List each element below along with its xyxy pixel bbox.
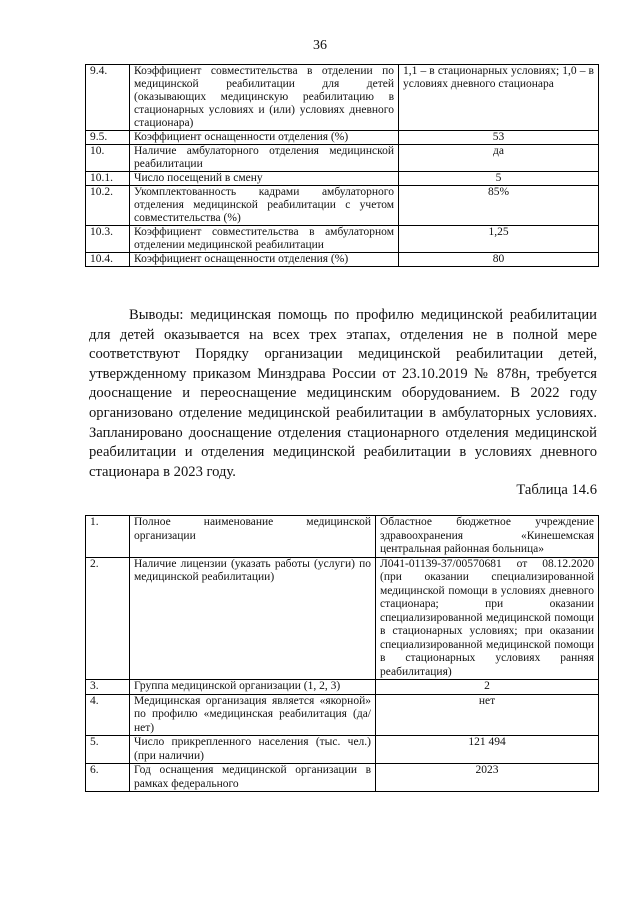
row-number: 3. bbox=[86, 680, 130, 695]
row-number: 2. bbox=[86, 557, 130, 680]
row-number: 10. bbox=[86, 145, 130, 172]
table-row bbox=[86, 226, 599, 253]
row-number: 10.1. bbox=[86, 172, 130, 186]
row-label: Год оснащения медицинской организации в рамках федерального bbox=[130, 764, 376, 792]
row-value: 80 bbox=[399, 253, 599, 267]
row-label: Коэффициент совместительства в амбулаторном отделении медицинской реабилитации bbox=[130, 226, 399, 253]
row-label: Коэффициент совместительства в отделении по медицинской реабилитации для детей (оказывающих медицинскую реабилитацию в стационарных условиях и (или) условиях дневного стационара) bbox=[130, 65, 399, 131]
row-value: 5 bbox=[399, 172, 599, 186]
row-value: 2 bbox=[376, 680, 599, 695]
row-number: 5. bbox=[86, 736, 130, 764]
row-value: Областное бюджетное учреждение здравоохранения «Кинешемская центральная районная больница» bbox=[376, 516, 599, 558]
row-value: 85% bbox=[399, 186, 599, 226]
table-row bbox=[86, 516, 599, 558]
table-row bbox=[86, 186, 599, 226]
row-number: 10.4. bbox=[86, 253, 130, 267]
page-number: 36 bbox=[313, 38, 327, 53]
row-label: Наличие лицензии (указать работы (услуги) по медицинской реабилитации) bbox=[130, 557, 376, 680]
table-row bbox=[86, 172, 599, 186]
table-row bbox=[86, 253, 599, 267]
row-label: Коэффициент оснащенности отделения (%) bbox=[130, 131, 399, 145]
row-label: Коэффициент оснащенности отделения (%) bbox=[130, 253, 399, 267]
row-value: 121 494 bbox=[376, 736, 599, 764]
row-number: 9.5. bbox=[86, 131, 130, 145]
table-row bbox=[86, 694, 599, 736]
row-number: 10.2. bbox=[86, 186, 130, 226]
table-row bbox=[86, 557, 599, 680]
organization-table bbox=[85, 515, 599, 792]
table-row bbox=[86, 145, 599, 172]
row-value: 1,25 bbox=[399, 226, 599, 253]
table-caption: Таблица 14.6 bbox=[516, 482, 597, 498]
row-number: 9.4. bbox=[86, 65, 130, 131]
table-row bbox=[86, 131, 599, 145]
table-row bbox=[86, 736, 599, 764]
row-value: Л041-01139-37/00570681 от 08.12.2020 (при оказании специализированной медицинской помощи в условиях дневного стационара; при оказании специализированной медицинской помощи в стационарных условиях; при оказании специализированной медицинской помощи в стационарных условиях ранняя реабилитация) bbox=[376, 557, 599, 680]
table-row bbox=[86, 680, 599, 695]
row-label: Укомплектованность кадрами амбулаторного отделения медицинской реабилитации с учетом совместительства (%) bbox=[130, 186, 399, 226]
row-label: Полное наименование медицинской организации bbox=[130, 516, 376, 558]
row-label: Наличие амбулаторного отделения медицинской реабилитации bbox=[130, 145, 399, 172]
row-value: 1,1 – в стационарных условиях; 1,0 – в условиях дневного стационара bbox=[399, 65, 599, 131]
table-row bbox=[86, 764, 599, 792]
row-number: 4. bbox=[86, 694, 130, 736]
conclusion-paragraph: Выводы: медицинская помощь по профилю медицинской реабилитации для детей оказывается на всех трех этапах, отделения не в полной мере соответствуют Порядку организации медицинской реабилитации детей, утвержденному приказом Минздрава России от 23.10.2019 № 878н, требуется дооснащение и переоснащение медицинским оборудованием. В 2022 году организовано отделение медицинской реабилитации в амбулаторных условиях. Запланировано дооснащение отделения стационарного отделения медицинской реабилитации и отделения медицинской реабилитации в условиях дневного стационара в 2023 году. bbox=[89, 307, 597, 480]
table-row bbox=[86, 65, 599, 131]
row-number: 6. bbox=[86, 764, 130, 792]
row-value: 53 bbox=[399, 131, 599, 145]
row-label: Число посещений в смену bbox=[130, 172, 399, 186]
indicators-table bbox=[85, 64, 599, 267]
row-label: Число прикрепленного населения (тыс. чел.) (при наличии) bbox=[130, 736, 376, 764]
row-value: нет bbox=[376, 694, 599, 736]
row-value: 2023 bbox=[376, 764, 599, 792]
row-label: Группа медицинской организации (1, 2, 3) bbox=[130, 680, 376, 695]
row-value: да bbox=[399, 145, 599, 172]
row-label: Медицинская организация является «якорной» по профилю «медицинская реабилитация (да/нет) bbox=[130, 694, 376, 736]
row-number: 1. bbox=[86, 516, 130, 558]
row-number: 10.3. bbox=[86, 226, 130, 253]
